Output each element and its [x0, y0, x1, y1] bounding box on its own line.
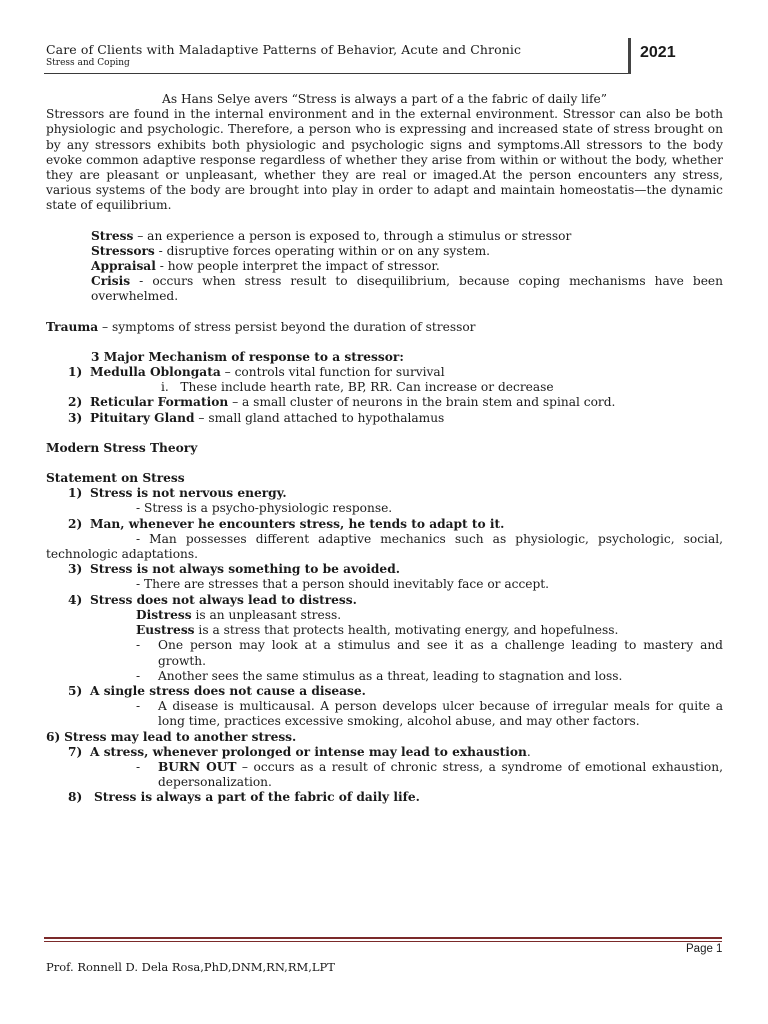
mechanism-item: 2) Reticular Formation – a small cluster of neurons in the brain stem and spinal cord.: [68, 395, 616, 410]
mechanisms-heading: 3 Major Mechanism of response to a stressor:: [91, 349, 404, 364]
eustress-definition: Eustress is a stress that protects health, motivating energy, and hopefulness.: [136, 623, 619, 638]
header-divider: [44, 73, 630, 74]
statement-detail: - Man possesses different adaptive mechanics such as physiologic, psychologic, social,: [136, 531, 723, 546]
distress-definition: Distress is an unpleasant stress.: [136, 607, 342, 622]
statement-heading: Statement on Stress: [46, 471, 185, 486]
statement-item: 4) Stress does not always lead to distress.: [68, 592, 357, 607]
definition-trauma: Trauma – symptoms of stress persist beyond the duration of stressor: [46, 319, 476, 334]
statement-detail-continued: technologic adaptations.: [46, 547, 199, 562]
statement-detail: - There are stresses that a person should inevitably face or accept.: [136, 577, 550, 592]
bullet-item: - A disease is multicausal. A person develops ulcer because of irregular meals for quite a long time, practices excessive smoking, alcohol abuse, and may other factors.: [136, 699, 723, 729]
header-vertical-bar: [628, 38, 631, 74]
selye-quote: As Hans Selye avers “Stress is always a part of a the fabric of daily life”: [162, 92, 607, 106]
page-number: Page 1: [686, 943, 723, 955]
statement-item: 6) Stress may lead to another stress.: [46, 729, 297, 744]
bullet-item: - Another sees the same stimulus as a threat, leading to stagnation and loss.: [136, 668, 623, 683]
statement-item: 5) A single stress does not cause a disease.: [68, 683, 366, 698]
footer-divider: [44, 937, 722, 939]
mechanism-subitem: i. These include hearth rate, BP, RR. Can increase or decrease: [161, 380, 554, 395]
document-title: Care of Clients with Maladaptive Patterns of Behavior, Acute and Chronic: [46, 42, 522, 57]
definition-stressors: Stressors - disruptive forces operating within or on any system.: [91, 243, 491, 258]
statement-item: 3) Stress is not always something to be avoided.: [68, 562, 400, 577]
statement-item: 7) A stress, whenever prolonged or intense may lead to exhaustion.: [68, 744, 531, 759]
definition-appraisal: Appraisal - how people interpret the impact of stressor.: [91, 259, 440, 274]
footer-divider-thin: [44, 941, 722, 942]
header-year: 2021: [640, 44, 676, 61]
statement-item: 8) Stress is always a part of the fabric of daily life.: [68, 790, 420, 805]
intro-paragraph: Stressors are found in the internal environment and in the external environment. Stressor can also be both physiologic and psychologic. Therefore, a person who is expressing and increased state of stress brought on by any stressors exhibits both physiologic and psychologic signs and symptoms.All stressors to the body evoke common adaptive response regardless of whether they arise from within or without the body, whether they are pleasant or unpleasant, whether they are real or imaged.At the person encounters any stress, various systems of the body are brought into play in order to adapt and maintain homeostatis—the dynamic state of equilibrium.: [46, 107, 723, 213]
statement-detail: - Stress is a psycho-physiologic response.: [136, 501, 393, 516]
mechanism-item: 3) Pituitary Gland – small gland attached to hypothalamus: [68, 410, 445, 425]
author-credit: Prof. Ronnell D. Dela Rosa,PhD,DNM,RN,RM,LPT: [46, 960, 335, 974]
definition-stress: Stress – an experience a person is exposed to, through a stimulus or stressor: [91, 228, 572, 243]
modern-theory-heading: Modern Stress Theory: [46, 440, 198, 455]
mechanism-item: 1) Medulla Oblongata – controls vital function for survival: [68, 365, 445, 380]
bullet-item: - BURN OUT – occurs as a result of chronic stress, a syndrome of emotional exhaustion, depersonalization.: [136, 759, 723, 790]
statement-item: 2) Man, whenever he encounters stress, he tends to adapt to it.: [68, 516, 505, 531]
document-body: [46, 92, 723, 806]
statement-item: 1) Stress is not nervous energy.: [68, 486, 287, 501]
bullet-item: - One person may look at a stimulus and see it as a challenge leading to mastery and growth.: [136, 638, 723, 668]
document-subtitle: Stress and Coping: [46, 58, 130, 68]
definition-crisis: Crisis - occurs when stress result to disequilibrium, because coping mechanisms have been overwhelmed.: [91, 274, 723, 304]
